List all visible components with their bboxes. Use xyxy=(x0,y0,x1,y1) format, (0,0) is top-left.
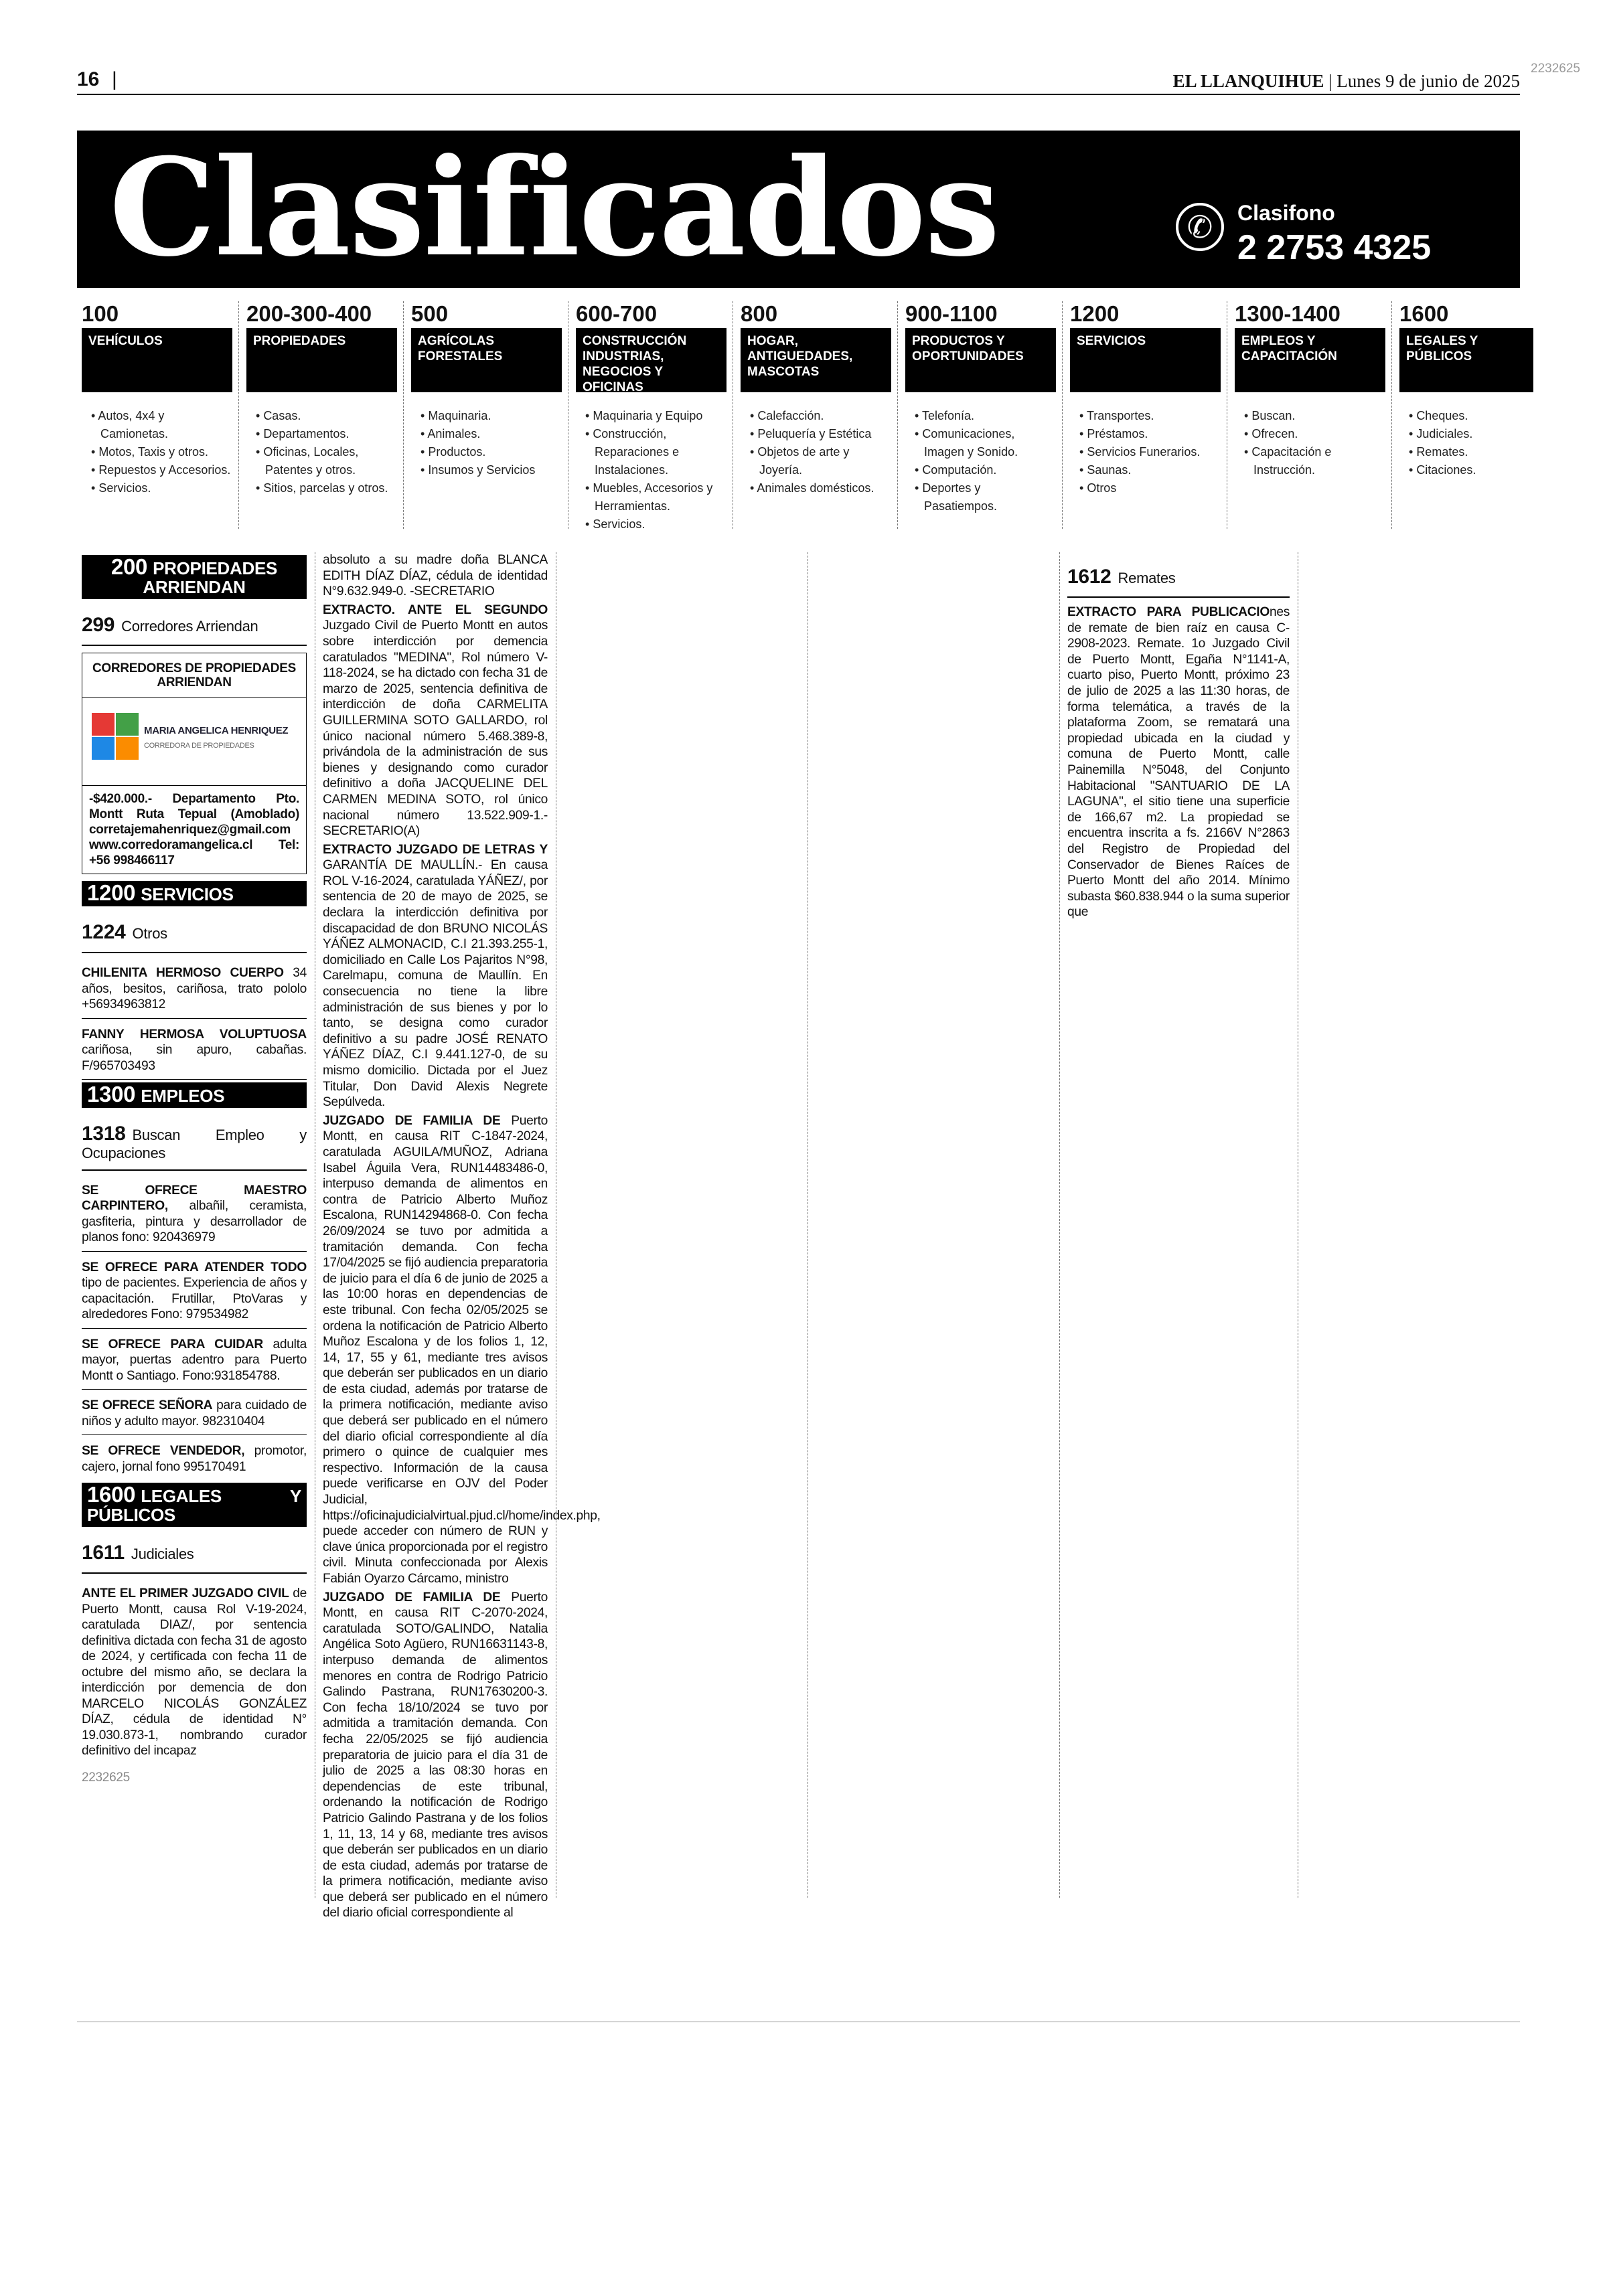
category-item: • Servicios Funerarios. xyxy=(1079,443,1221,461)
category-item: • Casas. xyxy=(256,407,397,425)
category-item: • Autos, 4x4 y Camionetas. xyxy=(91,407,232,443)
ad-heading: SE OFRECE PARA CUIDAR xyxy=(82,1337,263,1351)
notice-heading: EXTRACTO. ANTE EL SEGUNDO xyxy=(323,602,548,617)
category-200-300-400 xyxy=(246,301,397,497)
section-banner xyxy=(77,131,1520,288)
category-number: 1200 xyxy=(1070,301,1120,326)
category-title: PROPIEDADES xyxy=(246,328,397,392)
category-items xyxy=(246,392,397,497)
section-label: SERVICIOS xyxy=(141,884,234,904)
category-title: PRODUCTOS Y OPORTUNIDADES xyxy=(905,328,1056,392)
category-item: • Saunas. xyxy=(1079,461,1221,479)
category-1200 xyxy=(1070,301,1221,497)
category-item: • Servicios. xyxy=(585,515,726,534)
classified-ad xyxy=(82,1254,307,1329)
category-item: • Insumos y Servicios xyxy=(420,461,562,479)
category-items xyxy=(905,392,1056,515)
category-item: • Repuestos y Accesorios. xyxy=(91,461,232,479)
phone-label: Clasifono xyxy=(1237,201,1335,225)
page-number: 16 xyxy=(77,68,100,90)
masthead: EL LLANQUIHUE | Lunes 9 de junio de 2025 xyxy=(1172,71,1520,91)
subsection-number: 1611 xyxy=(82,1542,125,1564)
category-items xyxy=(741,392,891,497)
category-title: CONSTRUCCIÓN INDUSTRIAS, NEGOCIOS Y OFICINAS xyxy=(576,328,726,392)
category-800 xyxy=(741,301,891,497)
category-item: • Préstamos. xyxy=(1079,425,1221,443)
category-items xyxy=(1399,392,1533,479)
category-item: • Buscan. xyxy=(1244,407,1385,425)
ad-heading: SE OFRECE PARA ATENDER TODO xyxy=(82,1260,307,1275)
category-item: • Departamentos. xyxy=(256,425,397,443)
classified-ad xyxy=(82,1392,307,1435)
page-header xyxy=(77,67,1520,95)
classified-ad xyxy=(82,1580,307,1765)
category-item: • Oficinas, Locales, Patentes y otros. xyxy=(256,443,397,479)
ad-text: adulta mayor, puertas adentro para Puerto Montt o Santiago. Fono:931854788. xyxy=(82,1337,307,1383)
section-number: 1200 xyxy=(87,880,136,905)
category-item: • Sitios, parcelas y otros. xyxy=(256,479,397,497)
issue-date: Lunes 9 de junio de 2025 xyxy=(1336,71,1520,91)
category-item: • Ofrecen. xyxy=(1244,425,1385,443)
ad-text: albañil, ceramista, gasfiteria, pintura y desarrollador de planos fono: 920436979 xyxy=(82,1199,307,1245)
section-label: LEGALES Y PÚBLICOS xyxy=(87,1486,301,1526)
subsection-label: Judiciales xyxy=(131,1546,194,1563)
subsection-number: 1318 xyxy=(82,1123,126,1145)
classified-ad xyxy=(82,960,307,1019)
category-divider xyxy=(403,301,404,529)
section-number: 1600 xyxy=(87,1482,136,1507)
column-id-code: 2232625 xyxy=(82,1770,130,1785)
ad-text: de Puerto Montt, causa Rol V-19-2024, caratulada DIAZ/, por sentencia definitiva dictada con fecha 31 de agosto de 2024, y certificada con fecha 11 de octubre del mismo año, se declara la interdicción por demencia de don MARCELO NICOLÁS GONZÁLEZ DÍAZ, cédula de identidad N° 19.030.873-1, nombrando curador definitivo del incapaz xyxy=(82,1586,307,1758)
subsection-label: Otros xyxy=(132,925,167,942)
category-1600 xyxy=(1399,301,1533,479)
category-divider xyxy=(897,301,898,529)
subsection-299 xyxy=(82,606,307,646)
notice-heading: EXTRACTO JUZGADO DE LETRAS Y xyxy=(323,842,548,857)
category-600-700 xyxy=(576,301,726,534)
category-items xyxy=(1235,392,1385,479)
category-item: • Citaciones. xyxy=(1409,461,1533,479)
ad-heading: ANTE EL PRIMER JUZGADO CIVIL xyxy=(82,1586,289,1601)
category-number: 900-1100 xyxy=(905,301,998,326)
notice xyxy=(323,842,548,1111)
category-number: 600-700 xyxy=(576,301,658,326)
section-number: 1300 xyxy=(87,1082,136,1106)
category-100 xyxy=(82,301,232,497)
classified-ad xyxy=(82,1177,307,1252)
category-item: • Construcción, Reparaciones e Instalaciones. xyxy=(585,425,726,479)
section-header-1600 xyxy=(82,1483,307,1527)
ad-heading: SE OFRECE MAESTRO CARPINTERO, xyxy=(82,1183,307,1214)
subsection-number: 1612 xyxy=(1067,566,1112,588)
notice xyxy=(323,552,548,600)
category-number: 1300-1400 xyxy=(1235,301,1341,326)
ad-text: 34 años, besitos, cariñosa, trato pololo +56934963812 xyxy=(82,966,307,1011)
category-title: SERVICIOS xyxy=(1070,328,1221,392)
classified-ad xyxy=(82,1438,307,1480)
classified-ad xyxy=(82,1331,307,1390)
category-item: • Capacitación e Instrucción. xyxy=(1244,443,1385,479)
ad-text: cariñosa, sin apuro, cabañas. F/965703493 xyxy=(82,1043,307,1073)
section-header-1300 xyxy=(82,1082,307,1108)
notice-text: absoluto a su madre doña BLANCA EDITH DÍAZ DÍAZ, cédula de identidad N°9.632.949-0. -SECRETARIO xyxy=(323,553,548,599)
notice-text: Puerto Montt, en causa RIT C-1847-2024, caratulada AGUILA/MUÑOZ, Adriana Isabel Águila Vera, RUN14483486-0, interpuso demanda de alimentos en contra de Patricio Alberto Muñoz Escalona, RUN14294868-0. Con fecha 26/09/2024 se tuvo por admitida a tramitación demanda. Con fecha 17/04/2025 se fijó audiencia preparatoria de juicio para el día 6 de junio de 2025 a las 10:00 horas en dependencias de este tribunal. Con fecha 02/05/2025 se ordena la notificación de Patricio Alberto Muñoz Escalona y de los folios 1, 12, 14, 17, 55 y 61, mediante tres avisos que deberán ser publicados en un diario de esta ciudad, además por tratarse de la primera notificación, mediante aviso que deberá ser publicado en el número del diario oficial correspondiente al día primero o quince de cualquier mes respectivo. Información de la causa puede verificarse en OJV del Poder Judicial, https://oficinajudicialvirtual.pjud.cl/home/index.php, puede acceder con número de RUN y clave única proporcionada por el registro civil. Minuta confeccionada por Alexis Fabián Oyarzo Cárcamo, ministro xyxy=(323,1113,601,1586)
notice-text: Juzgado Civil de Puerto Montt en autos sobre interdicción por demencia caratulados "MEDINA", Rol número V-118-2024, se ha dictado con fecha 31 de marzo de 2025, sentencia definitiva de interdicción de doña CARMELITA GUILLERMINA SOTO GALLARDO, rol único nacional número 5.468.389-8, privándola de la administración de sus bienes y designando como curador definitivo a doña JACQUELINE DEL CARMEN MEDINA SOTO, rol único nacional número 13.522.909-1.- SECRETARIO(A) xyxy=(323,619,548,839)
page-id-code: 2232625 xyxy=(1531,62,1580,76)
category-items xyxy=(82,392,232,497)
ad-text: tipo de pacientes. Experiencia de años y capacitación. Frutillar, PtoVaras y alrededores Fono: 979534982 xyxy=(82,1276,307,1322)
category-number: 800 xyxy=(741,301,778,326)
column-2 xyxy=(323,552,601,1920)
notice xyxy=(1067,604,1290,920)
section-number: 200 xyxy=(110,554,148,579)
category-item: • Cheques. xyxy=(1409,407,1533,425)
banner-title: Clasificados xyxy=(109,129,999,286)
phone-icon: ✆ xyxy=(1176,203,1224,251)
category-items xyxy=(576,392,726,534)
notice xyxy=(323,1590,548,1921)
category-divider xyxy=(238,301,239,529)
realtor-logo xyxy=(82,698,306,785)
category-item: • Computación. xyxy=(915,461,1056,479)
ad-heading: SE OFRECE SEÑORA xyxy=(82,1398,213,1413)
category-item: • Telefonía. xyxy=(915,407,1056,425)
section-label: EMPLEOS xyxy=(141,1086,225,1106)
ad-heading: SE OFRECE VENDEDOR, xyxy=(82,1444,245,1459)
category-number: 100 xyxy=(82,301,119,326)
category-item: • Peluquería y Estética xyxy=(750,425,891,443)
category-item: • Remates. xyxy=(1409,443,1533,461)
category-item: • Judiciales. xyxy=(1409,425,1533,443)
category-items xyxy=(411,392,562,479)
notice-heading: EXTRACTO PARA PUBLICACIO xyxy=(1067,605,1270,619)
ad-heading: FANNY HERMOSA VOLUPTUOSA xyxy=(82,1027,307,1042)
column-5 xyxy=(1067,552,1290,1898)
section-label: PROPIEDADES ARRIENDAN xyxy=(143,558,278,597)
category-number: 200-300-400 xyxy=(246,301,372,326)
realtor-logo-tagline: CORREDORA DE PROPIEDADES xyxy=(144,742,254,750)
column-divider xyxy=(1059,552,1060,1898)
subsection-number: 299 xyxy=(82,614,115,636)
notice-text: Puerto Montt, en causa RIT C-2070-2024, caratulada SOTO/GALINDO, Natalia Angélica Soto Agüero, RUN16631143-8, interpuso demanda de alimentos menores en contra de Rodrigo Patricio Galindo Pastrana, RUN17630200-3. Con fecha 18/10/2024 se tuvo por admitida a tramitación demanda. Con fecha 22/05/2025 se fijó audiencia preparatoria de juicio para el día 31 de julio de 2025 a las 08:30 horas en dependencias de este tribunal, ordenando la notificación de Rodrigo Patricio Galindo Pastrana y de los folios 1, 11, 13, 14 y 68, mediante tres avisos que deberán ser publicados en un diario de esta ciudad, además por tratarse de la primera notificación, mediante aviso que deberá ser publicado en el número del diario oficial correspondiente al xyxy=(323,1590,548,1920)
section-header-200 xyxy=(82,555,307,599)
ad-heading: CHILENITA HERMOSO CUERPO xyxy=(82,966,284,980)
column-3 xyxy=(564,552,799,1898)
notice-heading: JUZGADO DE FAMILIA DE xyxy=(323,1113,501,1128)
ad-text: promotor, cajero, jornal fono 995170491 xyxy=(82,1444,307,1474)
category-title: AGRÍCOLAS FORESTALES xyxy=(411,328,562,392)
notice-text: nes de remate de bien raíz en causa C-2908-2023. Remate. 1o Juzgado Civil de Puerto Montt, Egaña N°1141-A, cuarto piso, Puerto Montt, próximo 23 de julio de 2025 a las 11:30 horas, de forma telemática, a través de la plataforma Zoom, se rematará una propiedad ubicada en la ciudad y comuna de Puerto Montt, calle Painemilla N°5048, del Conjunto Habitacional "SANTUARIO DE LA LAGUNA", el sitio tiene una superficie de 166,67 m2. La propiedad se encuentra inscrita a fs. 2166V N°2863 del Registro de Propiedad del Conservador de Bienes Raíces de Puerto Montt del año 2014. Mínimo subasta $60.838.944 o la suma superior que xyxy=(1067,605,1290,920)
column-6 xyxy=(1306,552,1520,1898)
subsection-1612 xyxy=(1067,558,1290,598)
category-item: • Deportes y Pasatiempos. xyxy=(915,479,1056,515)
subsection-label: Corredores Arriendan xyxy=(121,618,258,635)
subsection-1318 xyxy=(82,1115,307,1171)
category-item: • Otros xyxy=(1079,479,1221,497)
realtor-ad-text: -$420.000.- Departamento Pto. Montt Ruta Tepual (Amoblado) corretajemahenriquez@gmail.com www.corredoramangelica.cl Tel: +56 998466117 xyxy=(82,785,306,874)
subsection-1224 xyxy=(82,913,307,953)
section-header-1200 xyxy=(82,881,307,906)
category-item: • Maquinaria. xyxy=(420,407,562,425)
header-divider: | xyxy=(112,68,117,90)
category-item: • Objetos de arte y Joyería. xyxy=(750,443,891,479)
realtor-ad xyxy=(82,653,307,874)
phone-number: 2 2753 4325 xyxy=(1237,228,1432,267)
category-title: VEHÍCULOS xyxy=(82,328,232,392)
category-item: • Animales domésticos. xyxy=(750,479,891,497)
category-item: • Animales. xyxy=(420,425,562,443)
category-divider xyxy=(1062,301,1063,529)
category-item: • Motos, Taxis y otros. xyxy=(91,443,232,461)
category-900-1100 xyxy=(905,301,1056,515)
subsection-label: Buscan Empleo y Ocupaciones xyxy=(82,1127,307,1161)
category-title: EMPLEOS Y CAPACITACIÓN xyxy=(1235,328,1385,392)
category-item: • Comunicaciones, Imagen y Sonido. xyxy=(915,425,1056,461)
category-number: 500 xyxy=(411,301,449,326)
notice xyxy=(323,1113,601,1587)
category-title: HOGAR, ANTIGUEDADES, MASCOTAS xyxy=(741,328,891,392)
category-item: • Muebles, Accesorios y Herramientas. xyxy=(585,479,726,515)
ad-text: para cuidado de niños y adulto mayor. 982310404 xyxy=(82,1398,307,1428)
classified-ad xyxy=(82,1021,307,1080)
realtor-logo-name: MARIA ANGELICA HENRIQUEZ xyxy=(144,725,289,736)
category-items xyxy=(1070,392,1221,497)
category-item: • Maquinaria y Equipo xyxy=(585,407,726,425)
column-1 xyxy=(82,552,307,1898)
category-500 xyxy=(411,301,562,479)
subsection-number: 1224 xyxy=(82,921,126,943)
category-number: 1600 xyxy=(1399,301,1449,326)
publication-name: EL LLANQUIHUE xyxy=(1172,71,1324,91)
realtor-ad-heading: CORREDORES DE PROPIEDADES ARRIENDAN xyxy=(82,653,306,698)
category-item: • Transportes. xyxy=(1079,407,1221,425)
category-item: • Calefacción. xyxy=(750,407,891,425)
category-item: • Productos. xyxy=(420,443,562,461)
notice-heading: JUZGADO DE FAMILIA DE xyxy=(323,1590,501,1605)
category-title: LEGALES Y PÚBLICOS xyxy=(1399,328,1533,392)
realtor-logo-mark xyxy=(92,713,139,760)
category-1300-1400 xyxy=(1235,301,1385,479)
category-divider xyxy=(1391,301,1392,529)
subsection-label: Remates xyxy=(1118,570,1176,586)
subsection-1611 xyxy=(82,1534,307,1574)
notice-text: GARANTÍA DE MAULLÍN.- En causa ROL V-16-2024, caratulada YÁÑEZ/, por sentencia de 20 de mayo de 2025, se declara la interdicción definitiva por discapacidad de don BRUNO NICOLÁS YÁÑEZ ALMONACID, C.I 21.393.255-1, domiciliado en Calle Los Pajaritos N°98, Carelmapu, comuna de Maullín. En consecuencia no tiene la libre administración de sus bienes y por lo tanto, se designa como curador definitivo a su padre JOSÉ RENATO YÁÑEZ DÍAZ, C.I 9.441.127-0, de su mismo domicilio. Dictada por el Juez Titular, Don David Alexis Negrete Sepúlveda. xyxy=(323,858,548,1110)
notice xyxy=(323,602,548,839)
column-4 xyxy=(816,552,1051,1898)
category-item: • Servicios. xyxy=(91,479,232,497)
